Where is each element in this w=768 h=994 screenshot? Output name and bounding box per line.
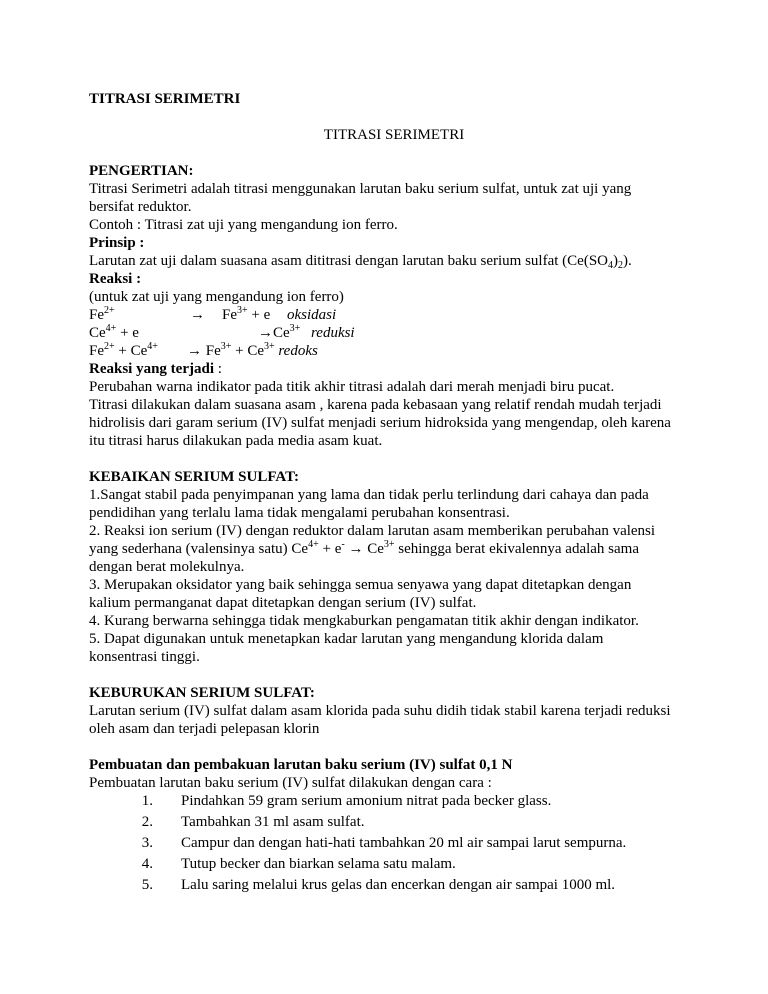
- kebaikan-line: 3. Merupakan oksidator yang baik sehingga semua senyawa yang dapat ditetapkan dengan: [89, 577, 632, 593]
- pembuatan-intro: Pembuatan larutan baku serium (IV) sulfat dilakukan dengan cara :: [89, 775, 492, 791]
- prinsip-heading: Prinsip :: [89, 235, 145, 251]
- kebaikan-line: kalium permanganat dapat ditetapkan dengan serium (IV) sulfat.: [89, 595, 477, 611]
- equation-redoks: $Fe^{2+} + Ce^{4+}$ → $Fe^{3+} + Ce^{3+}$ redoks: [89, 341, 318, 359]
- keburukan-heading: KEBURUKAN SERIUM SULFAT:: [89, 685, 315, 701]
- kebaikan-line: yang sederhana (valensinya satu) $Ce^{4+} + e^- \to Ce^{3+}$ sehingga berat ekivalennya adalah sama: [89, 539, 639, 557]
- keburukan-line: oleh asam dan terjadi pelepasan klorin: [89, 721, 320, 737]
- document-heading: TITRASI SERIMETRI: [89, 91, 241, 107]
- pengertian-line: bersifat reduktor.: [89, 199, 192, 215]
- kebaikan-line: 5. Dapat digunakan untuk menetapkan kadar larutan yang mengandung klorida dalam: [89, 631, 604, 647]
- kebaikan-line: 2. Reaksi ion serium (IV) dengan reduktor dalam larutan asam memberikan perubahan valensi: [89, 523, 656, 539]
- reaksi-paragraph-line: Titrasi dilakukan dalam suasana asam , karena pada kebasaan yang relatif rendah mudah terjadi: [89, 397, 662, 413]
- equation-reduksi: $Ce^{4+} + e$ $\to Ce^{3+}$ reduksi: [89, 323, 355, 341]
- kebaikan-line: konsentrasi tinggi.: [89, 649, 200, 665]
- keburukan-line: Larutan serium (IV) sulfat dalam asam klorida pada suhu didih tidak stabil karena terjadi reduksi: [89, 703, 671, 719]
- equation-oksidasi: $Fe^{2+}$ → $Fe^{3+} + e$ oksidasi: [89, 305, 337, 323]
- reaksi-terjadi-heading: Reaksi yang terjadi :: [89, 361, 222, 377]
- kebaikan-line: dengan berat molekulnya.: [89, 559, 245, 575]
- prinsip-text: Larutan zat uji dalam suasana asam dititrasi dengan larutan baku serium sulfat $(Ce(SO_4)_2)$.: [89, 253, 632, 271]
- reaksi-paragraph-line: Perubahan warna indikator pada titik akhir titrasi adalah dari merah menjadi biru pucat.: [89, 379, 615, 395]
- document-body: [89, 90, 689, 897]
- list-item: 5. Lalu saring melalui krus gelas dan encerkan dengan air sampai 1000 ml.: [141, 877, 616, 893]
- centered-title: TITRASI SERIMETRI: [323, 127, 465, 143]
- list-item: 1. Pindahkan 59 gram serium amonium nitrat pada becker glass.: [141, 793, 552, 809]
- kebaikan-line: 4. Kurang berwarna sehingga tidak mengkaburkan pengamatan titik akhir dengan indikator.: [89, 613, 639, 629]
- reaksi-note: (untuk zat uji yang mengandung ion ferro): [89, 289, 344, 305]
- pengertian-heading: PENGERTIAN:: [89, 163, 194, 179]
- reaksi-paragraph-line: itu titrasi harus dilakukan pada media asam kuat.: [89, 433, 383, 449]
- list-item: 4. Tutup becker dan biarkan selama satu malam.: [141, 856, 456, 872]
- pembuatan-steps-list: [89, 792, 689, 897]
- kebaikan-heading: KEBAIKAN SERIUM SULFAT:: [89, 469, 300, 485]
- list-item: 3. Campur dan dengan hati-hati tambahkan 20 ml air sampai larut sempurna.: [141, 835, 627, 851]
- list-item: 2. Tambahkan 31 ml asam sulfat.: [141, 814, 365, 830]
- kebaikan-line: pendidihan yang terlalu lama tidak mengalami perubahan konsentrasi.: [89, 505, 510, 521]
- contoh-line: Contoh : Titrasi zat uji yang mengandung ion ferro.: [89, 217, 398, 233]
- reaksi-paragraph-line: hidrolisis dari garam serium (IV) sulfat menjadi serium hidroksida yang mengendap, oleh karena: [89, 415, 671, 431]
- pembuatan-heading: Pembuatan dan pembakuan larutan baku serium (IV) sulfat 0,1 N: [89, 757, 513, 773]
- kebaikan-line: 1.Sangat stabil pada penyimpanan yang lama dan tidak perlu terlindung dari cahaya dan pada: [89, 487, 649, 503]
- pengertian-line: Titrasi Serimetri adalah titrasi menggunakan larutan baku serium sulfat, untuk zat uji yang: [89, 181, 632, 197]
- reaksi-heading: Reaksi :: [89, 271, 142, 287]
